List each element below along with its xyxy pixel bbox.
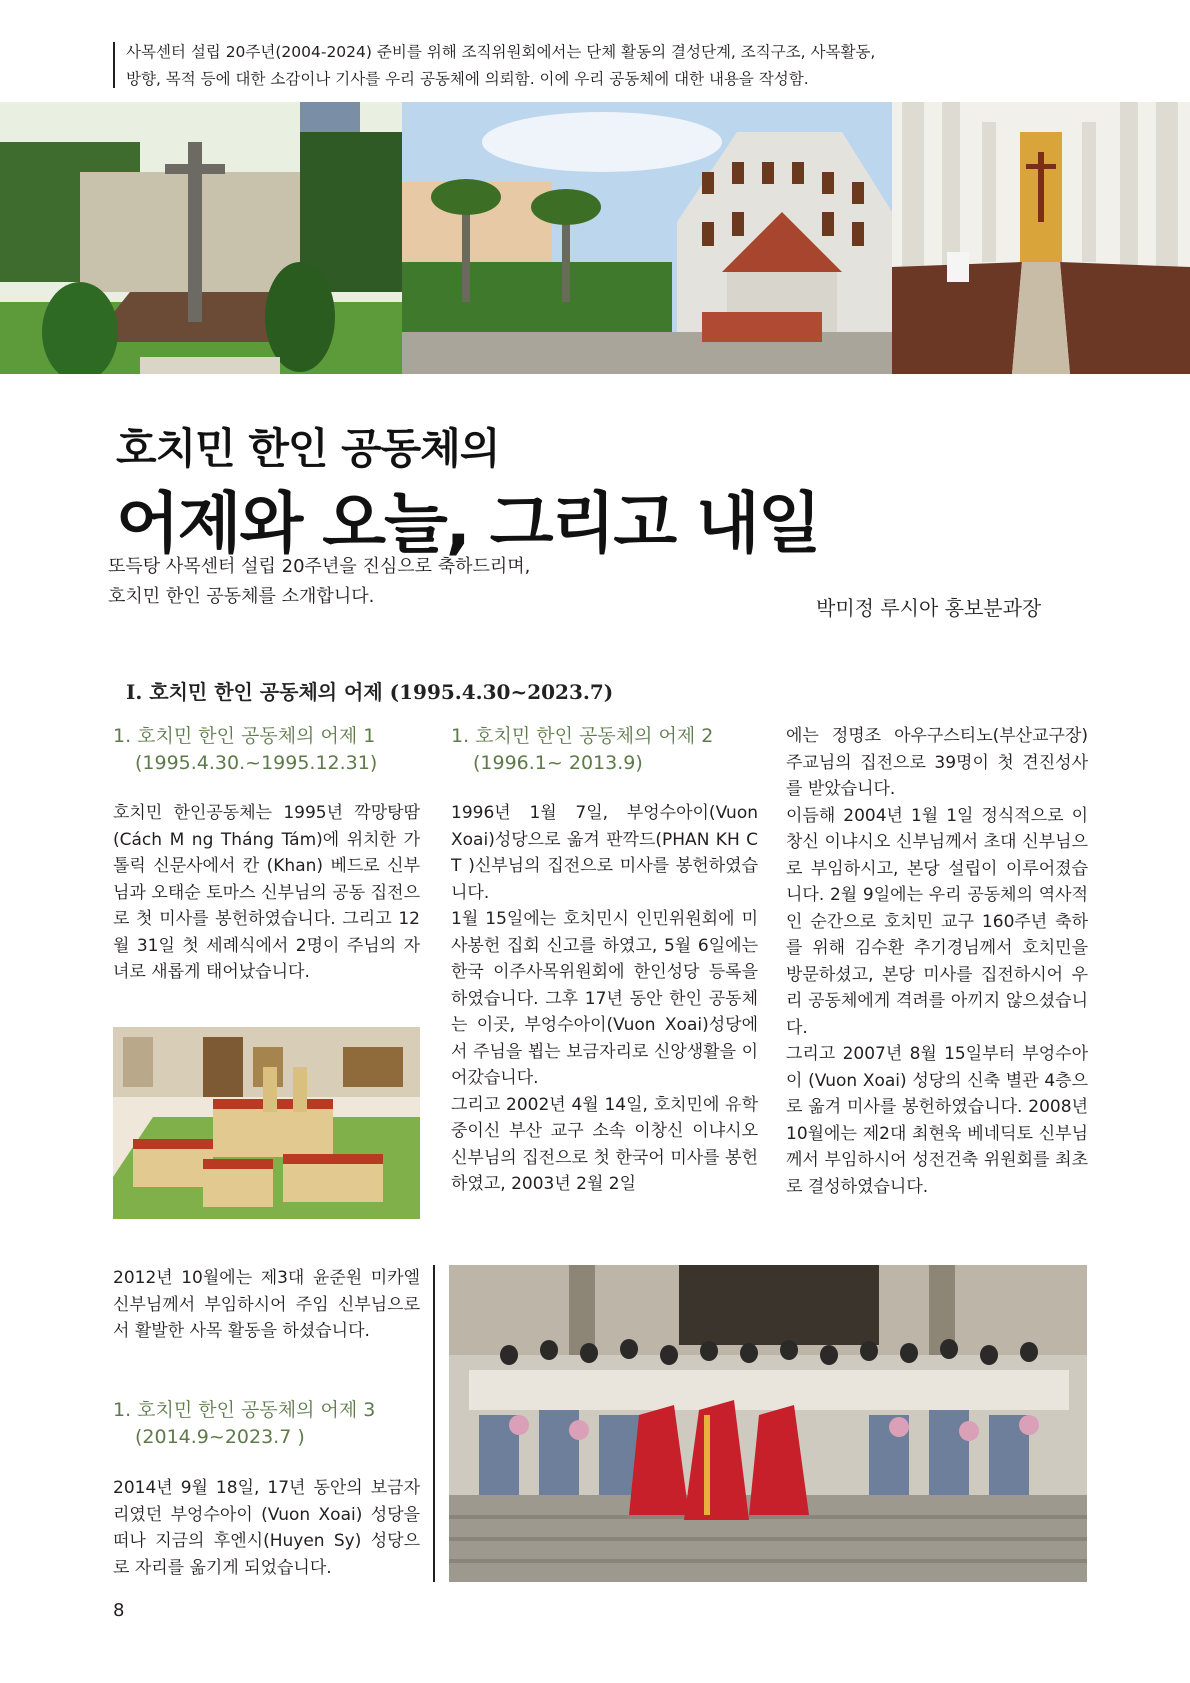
- intro-note: [126, 39, 1136, 93]
- col2-subhead-line-1: 1. 호치민 한인 공동체의 어제 2: [451, 725, 714, 747]
- col3-paragraph-2: 이듬해 2004년 1월 1일 정식적으로 이창신 이냐시오 신부님께서 초대 신부님으로 부임하시고, 본당 설립이 이루어졌습니다. 2월 9일에는 우리 공동체의 역사적인 순간으로 호치민 교구 160주년 축하를 위해 김수환 추기경님께서 호치민을 방문하셨고, 본당 미사를 집전하시어 우리 공동체에게 격려를 아끼지 않으셨습니다.: [786, 805, 1088, 1038]
- col1-subhead: [113, 723, 443, 777]
- section-heading: Ⅰ. 호치민 한인 공동체의 어제 (1995.4.30~2023.7): [126, 680, 614, 704]
- subtitle-line-1: 또득탕 사목센터 설립 20주년을 진심으로 축하드리며,: [108, 556, 531, 577]
- intro-rule: [113, 42, 115, 88]
- col2-paragraph-2: 1월 15일에는 호치민시 인민위원회에 미사봉헌 집회 신고를 하였고, 5월 6일에는 한국 이주사목위원회에 한인성당 등록을 하였습니다. 그후 17년 동안 한인 공동체는 이곳, 부엉수아이(Vuon Xoai)성당에서 주님을 뵙는 보금자리로 신앙생활을 이어갔습니다.: [451, 909, 758, 1088]
- col3-body: [786, 723, 1088, 1200]
- page-number: 8: [113, 1600, 125, 1621]
- col1-subhead-line-1: 1. 호치민 한인 공동체의 어제 1: [113, 725, 376, 747]
- col1-paragraph: 호치민 한인공동체는 1995년 깍망탕땀(Cách M ng Tháng Tám)에 위치한 가톨릭 신문사에서 칸 (Khan) 베드로 신부님과 오태순 토마스 신부님의 공동 집전으로 첫 미사를 봉헌하였습니다. 그리고 12월 31일 첫 세례식에서 2명이 주님의 자녀로 새롭게 태어났습니다.: [113, 803, 420, 982]
- bottom-subhead-line-1: 1. 호치민 한인 공동체의 어제 3: [113, 1399, 376, 1421]
- col2-body: [451, 800, 758, 1198]
- subtitle-line-2: 호치민 한인 공동체를 소개합니다.: [108, 586, 375, 607]
- col3-paragraph-1: 에는 정명조 아우구스티노(부산교구장) 주교님의 집전으로 39명이 첫 견진성사를 받았습니다.: [786, 726, 1088, 799]
- bottom-body-2: [113, 1475, 420, 1581]
- col1-subhead-line-2: (1995.4.30.~1995.12.31): [135, 752, 378, 774]
- col2-paragraph-3: 그리고 2002년 4월 14일, 호치민에 유학 중이신 부산 교구 소속 이창신 이냐시오 신부님의 집전으로 첫 한국어 미사를 봉헌하였고, 2003년 2월 2일: [451, 1094, 758, 1194]
- bottom-paragraph-1: 2012년 10월에는 제3대 윤준원 미카엘 신부님께서 부임하시어 주임 신부님으로서 활발한 사목 활동을 하셨습니다.: [113, 1268, 420, 1341]
- col1-body: [113, 800, 420, 986]
- photo-cathedral-model: [113, 1027, 420, 1219]
- intro-line-2: 방향, 목적 등에 대한 소감이나 기사를 우리 공동체에 의뢰함. 이에 우리 공동체에 대한 내용을 작성함.: [126, 70, 809, 88]
- col2-subhead-line-2: (1996.1~ 2013.9): [473, 752, 643, 774]
- bottom-subhead: [113, 1397, 433, 1451]
- photo-crucifix-garden: [0, 102, 402, 374]
- col2-subhead: [451, 723, 771, 777]
- bottom-body-1: [113, 1265, 420, 1345]
- bottom-paragraph-2: 2014년 9월 18일, 17년 동안의 보금자리였던 부엉수아이 (Vuon Xoai) 성당을 떠나 지금의 후엔시(Huyen Sy) 성당으로 자리를 옮기게 되었습니다.: [113, 1478, 420, 1578]
- subtitle: [108, 552, 708, 612]
- column-rule: [433, 1265, 435, 1582]
- intro-line-1: 사목센터 설립 20주년(2004-2024) 준비를 위해 조직위원회에서는 단체 활동의 결성단계, 조직구조, 사목활동,: [126, 43, 876, 61]
- bottom-subhead-line-2: (2014.9~2023.7 ): [135, 1426, 305, 1448]
- photo-church-exterior: [402, 102, 892, 374]
- title-line-2: 어제와 오늘, 그리고 내일: [116, 485, 820, 562]
- col2-paragraph-1: 1996년 1월 7일, 부엉수아이(Vuon Xoai)성당으로 옮겨 판깍드(PHAN KH C T )신부님의 집전으로 미사를 봉헌하였습니다.: [451, 803, 758, 903]
- col3-paragraph-3: 그리고 2007년 8월 15일부터 부엉수아이 (Vuon Xoai) 성당의 신축 별관 4층으로 옮겨 미사를 봉헌하였습니다. 2008년 10월에는 제2대 최현욱 베네딕토 신부님께서 부임하시어 성전건축 위원회를 최초로 결성하였습니다.: [786, 1044, 1088, 1197]
- author-byline: 박미정 루시아 홍보분과장: [816, 596, 1042, 620]
- title-line-1: 호치민 한인 공동체의: [116, 424, 500, 473]
- photo-group: [449, 1265, 1087, 1582]
- photo-church-interior: [892, 102, 1190, 374]
